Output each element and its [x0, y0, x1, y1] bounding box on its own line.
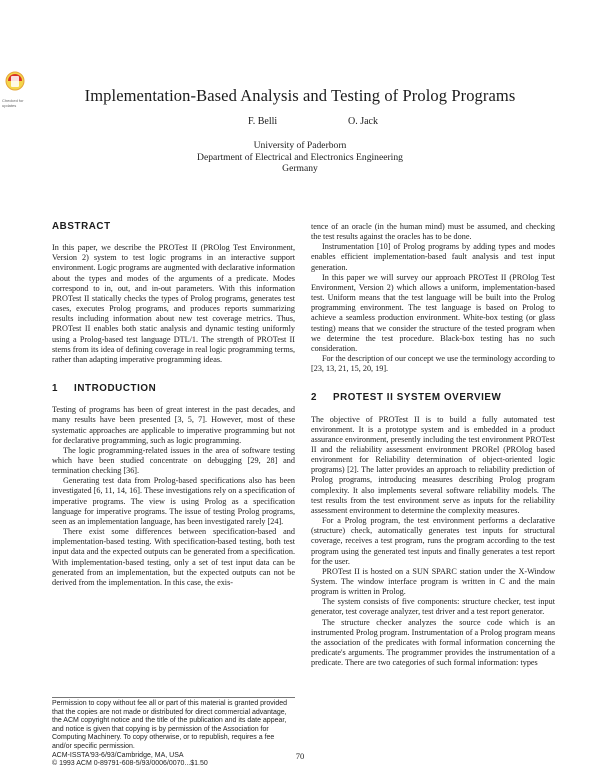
permission-text: Permission to copy without fee all or part of this material is granted provided that the copies are not made or distributed for direct commercial advantage, the ACM copyright notice and the title of the publication and its date appear, and notice is given that copying is by permission of the Association for Computing Machinery. To copy otherwise, or to republish, requires a fee and/or specific permission.	[52, 700, 288, 750]
affiliation	[0, 140, 600, 175]
affiliation-line: Germany	[282, 163, 318, 175]
section-title: INTRODUCTION	[74, 383, 157, 395]
paragraph: There exist some differences between specification-based and implementation-based testing. With specification-based testing, both test input data and the expected outputs can be generated from a specification. With implementation-based testing, only a set of test input data can be generated from an implementation, but the expected outputs can not be derived from the implementation. In this case, the exis-	[52, 527, 295, 587]
copyright-line: © 1993 ACM 0-89791-608-5/93/0006/0070...$1.50	[52, 760, 208, 768]
author-name: O. Jack	[348, 116, 378, 127]
right-column	[311, 222, 555, 668]
affiliation-line: University of Paderborn	[253, 140, 347, 151]
paragraph: Testing of programs has been of great interest in the past decades, and many results have been presented [3, 5, 7]. However, most of these systematic approaches are applicable to imperative programming but not for declarative programming, such as logic programming.	[52, 405, 295, 445]
paragraph: Generating test data from Prolog-based specifications also has been investigated [6, 11, 14, 16]. These investigations rely on a specification of imperative programs. The view is using Prolog as a specification language for imperative programs. The issue of testing Prolog programs, seen as an implementation language, has been investigated rarely [24].	[52, 476, 295, 526]
author-name: F. Belli	[248, 116, 278, 127]
section-title: PROTEST II SYSTEM OVERVIEW	[333, 392, 502, 404]
paragraph: PROTest II is hosted on a SUN SPARC station under the X-Window System. The window interface program is written in C and the main program is written in Prolog.	[311, 566, 555, 597]
paragraph: The structure checker analyzes the source code which is an instrumented Prolog program. Instrumentation of a Prolog program means the association of the predicates with formal information concerning the predicate's arguments. The programmer provides the instrumentation of a predicate. There are two categories of such formal information: types	[311, 617, 555, 668]
section-number: 2	[311, 392, 318, 404]
paragraph: In this paper we will survey our approach PROTest II (PROlog Test Environment, Version 2) which allows a uniform, implementation-based test. Uniform means that the test language will be built into the Prolog programming environment. The test language is based on Prolog to achieve a seamless production environment. White-box testing (or glass testing) means that we consider the structure of the tested program when we determine the test procedure. Black-box testing has no such consideration.	[311, 272, 555, 353]
paragraph: The system consists of five components: structure checker, test input generator, test coverage analyzer, test driver and a test report generator.	[311, 597, 555, 617]
footnote-rule	[52, 697, 295, 698]
paragraph: The logic programming-related issues in the area of software testing which have been studied concentrate on debugging [29, 28] and termination checking [36].	[52, 445, 295, 476]
section-number: 1	[52, 383, 59, 395]
left-column	[52, 222, 295, 588]
paragraph: For a Prolog program, the test environment performs a declarative (structure) check, automatically generates test inputs for structural coverage, receives a test program, runs the program according to the test program using the generated test inputs and finally generates a test report for the user.	[311, 516, 555, 566]
affiliation-line: Department of Electrical and Electronics Engineering	[197, 151, 403, 163]
paragraph: tence of an oracle (in the human mind) must be assumed, and checking the test results against the oracles has to be done.	[311, 222, 555, 242]
conference-line: ACM-ISSTA'93-6/93/Cambridge, MA, USA	[52, 751, 184, 759]
paragraph: The objective of PROTest II is to build a fully automated test environment. It is a prototype system and is embedded in a product assurance environment, presently including the test environment PROTest II and the reliability assessment environment PRORel (PROlog based environment for Reliability determination of object-oriented logic programs) [2]. The latter provides an approach to reliability prediction of Prolog programs, introducing measures describing Prolog program complexity. It also implements several software reliability models. The test results from the test environment serve as inputs for the reliability assessment environment to determine the complexity measures.	[311, 414, 555, 515]
section-heading	[52, 384, 295, 394]
section-heading	[311, 393, 555, 403]
abstract-heading: ABSTRACT	[52, 221, 111, 232]
logo-caption: Checked for updates	[2, 98, 24, 108]
author-list	[248, 116, 378, 127]
paragraph: Instrumentation [10] of Prolog programs by adding types and modes enables efficient implementation-based fault analysis and test input generation.	[311, 242, 555, 272]
paper-title: Implementation-Based Analysis and Testing of Prolog Programs	[84, 86, 516, 105]
page-number: 70	[295, 751, 305, 761]
paragraph: For the description of our concept we use the terminology according to [23, 13, 21, 15, 20, 19].	[311, 354, 555, 374]
abstract-text: In this paper, we describe the PROTest II (PROlog Test Environment, Version 2) system to test logic programs in an interactive support environment. Logic programs are augmented with declarative information about the types and modes of the arguments of a predicate. Modes correspond to in, out, and in-out parameters. With this information PROTest II statically checks the types of Prolog programs, generates test cases, executes Prolog programs, and produces reports summarizing results including information about new test coverage metrics. Thus, PROTest II enables both static analysis and dynamic testing uniformly using a Prolog-based test language DTL/1. The strength of PROTest II stems from its idea of defining coverage in real logic programming terms, rather than adapting imperative programming ideas.	[52, 243, 295, 364]
